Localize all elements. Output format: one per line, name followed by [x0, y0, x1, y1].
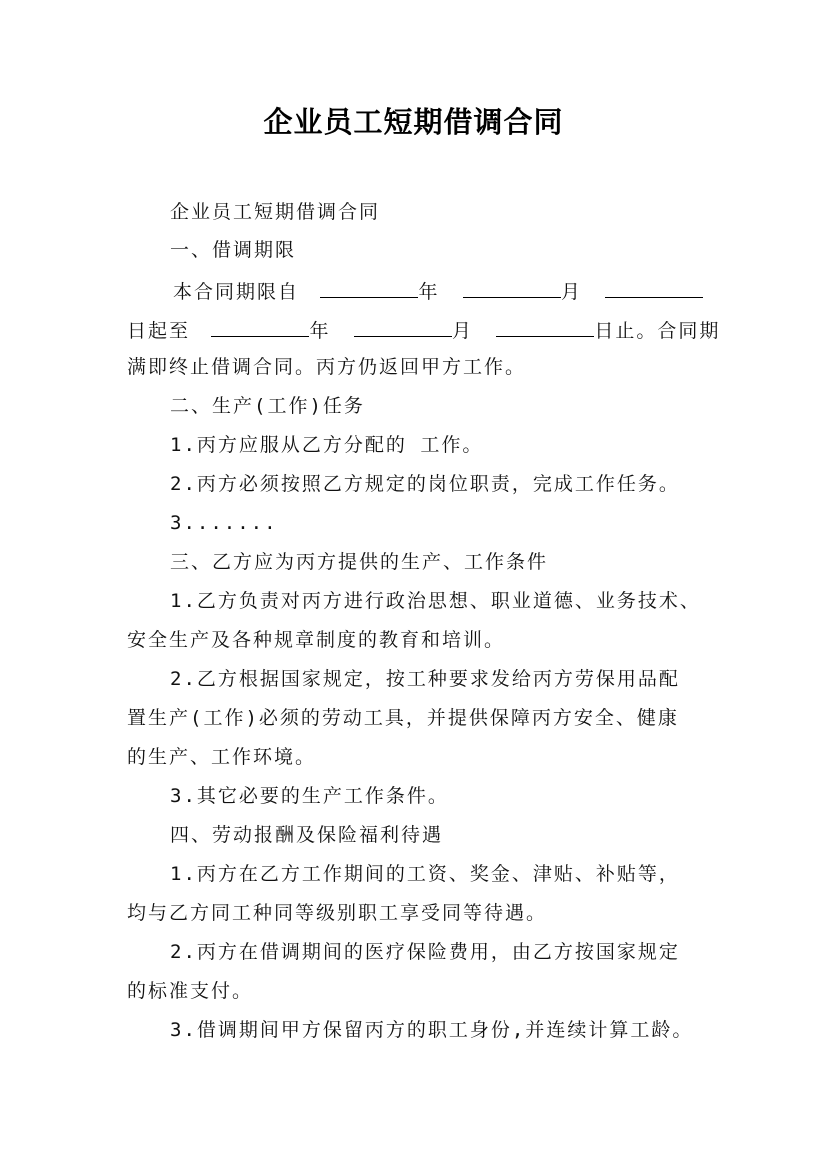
paragraph-line: 的标准支付。 [127, 980, 254, 1002]
month-label: 月 [560, 281, 582, 303]
paragraph-line: 的生产、工作环境。 [127, 746, 317, 768]
end-month-blank [354, 316, 452, 337]
paragraph-line: 2.丙方必须按照乙方规定的岗位职责，完成工作任务。 [170, 473, 680, 495]
year-label: 年 [418, 281, 440, 303]
paragraph-line: 1.丙方应服从乙方分配的 工作。 [170, 434, 484, 456]
period-line-1 [173, 277, 703, 304]
period-line-2 [127, 316, 720, 343]
paragraph-line: 1.乙方负责对丙方进行政治思想、职业道德、业务技术、 [170, 590, 701, 612]
end-year-blank [211, 316, 309, 337]
paragraph-line: 2.丙方在借调期间的医疗保险费用，由乙方按国家规定 [170, 941, 680, 963]
paragraph-line: 1.丙方在乙方工作期间的工资、奖金、津贴、补贴等， [170, 863, 680, 885]
section-4-heading: 四、劳动报酬及保险福利待遇 [170, 824, 444, 846]
paragraph-line: 2.乙方根据国家规定，按工种要求发给丙方劳保用品配 [170, 668, 680, 690]
end-day-blank [496, 316, 594, 337]
paragraph-line: 3....... [170, 512, 278, 534]
paragraph-line: 安全生产及各种规章制度的教育和培训。 [127, 629, 506, 651]
paragraph-line: 3.借调期间甲方保留丙方的职工身份,并连续计算工龄。 [170, 1019, 694, 1041]
start-year-blank [320, 277, 418, 298]
section-3-heading: 三、乙方应为丙方提供的生产、工作条件 [170, 551, 549, 573]
start-day-blank [605, 277, 703, 298]
period-start-label: 本合同期限自 [173, 281, 300, 303]
intro-heading: 企业员工短期借调合同 [170, 201, 381, 223]
day-until-label: 日起至 [127, 320, 191, 342]
paragraph-line: 置生产(工作)必须的劳动工具，并提供保障丙方安全、健康 [127, 707, 679, 729]
paragraph-line: 满即终止借调合同。丙方仍返回甲方工作。 [127, 356, 527, 378]
paragraph-line: 均与乙方同工种同等级别职工享受同等待遇。 [127, 902, 548, 924]
paragraph-line: 3.其它必要的生产工作条件。 [170, 785, 449, 807]
end-month-label: 月 [451, 320, 473, 342]
end-year-label: 年 [309, 320, 331, 342]
section-2-heading: 二、生产(工作)任务 [170, 395, 365, 417]
start-month-blank [463, 277, 561, 298]
end-day-label: 日止。合同期 [594, 320, 721, 342]
document-title: 企业员工短期借调合同 [263, 105, 564, 139]
section-1-heading: 一、借调期限 [170, 239, 297, 261]
